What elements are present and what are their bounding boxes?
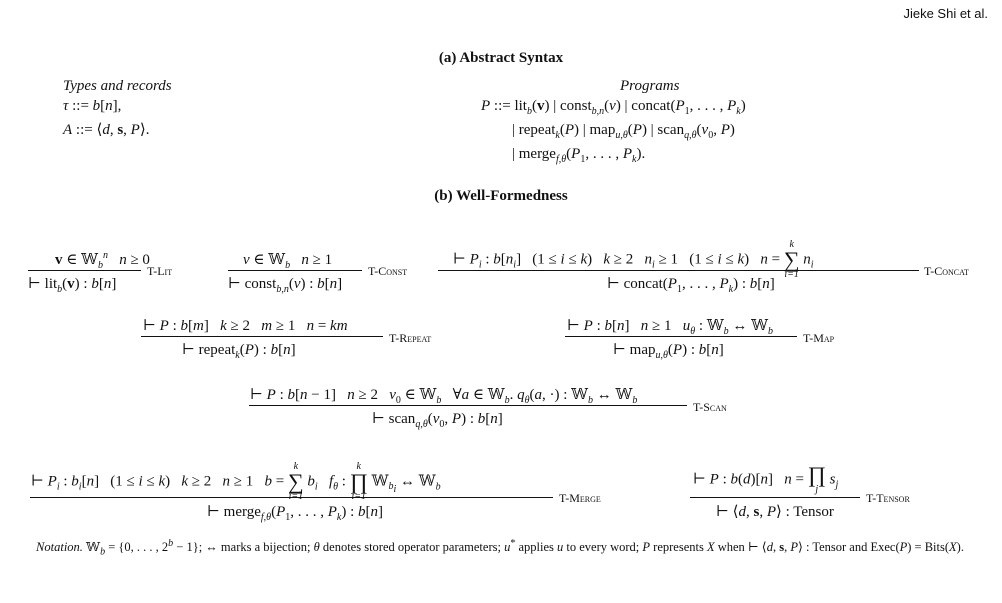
rule-repeat-bar <box>141 336 383 337</box>
section-b-title: (b) Well-Formedness <box>434 188 568 204</box>
rule-lit-conclusion: ⊢ lit$_b$(v) : b[n] <box>28 276 117 295</box>
rule-const-bar <box>228 270 362 271</box>
notation-caption: Notation. 𝕎$_b$ = {0, . . . , $2^b - 1$}; ↔ marks a bijection; θ denotes stored operator parameters; u* applies u to every word; P represents X when ⊢ ⟨d, s, P⟩ : Tensor and Exec(P) = Bits(X). <box>36 538 964 558</box>
rule-tensor-name: T-Tensor <box>866 491 910 505</box>
rule-map-bar <box>565 336 797 337</box>
type-grammar: τ ::= b[n], <box>63 98 122 114</box>
rule-scan-bar <box>249 405 687 406</box>
rule-lit-bar <box>28 270 141 271</box>
rule-scan-conclusion: ⊢ $scan_{q,\theta}(v_0$, P) : b[n] <box>372 411 503 430</box>
rule-merge-bar <box>30 497 553 498</box>
section-a-title: (a) Abstract Syntax <box>438 50 564 66</box>
rule-repeat-name: T-Repeat <box>389 331 432 345</box>
rule-map-name: T-Map <box>803 331 835 345</box>
rule-tensor-conclusion: ⊢ ⟨d, s, P⟩ : Tensor <box>716 504 834 520</box>
rule-repeat-premise: ⊢ P : b[m] k ≥ 2 m ≥ 1 n = km <box>143 318 348 334</box>
rule-repeat-conclusion: ⊢ repeat$_k$(P) : b[n] <box>182 342 296 361</box>
rule-merge-conclusion: ⊢ $merge_{f,\theta}(P_1$, . . . , $P_k$) : b[n] <box>207 504 384 523</box>
notation-label: Notation. <box>36 540 83 555</box>
rule-map-conclusion: ⊢ map$_{u,\theta}$(P) : b[n] <box>613 342 724 361</box>
rule-const-name: T-Const <box>368 264 408 278</box>
rule-merge-name: T-Merge <box>559 491 601 505</box>
rule-lit-premise: v ∈ 𝕎$_b^n$ n ≥ 0 <box>55 250 150 271</box>
rule-merge-premise: ⊢ $P_i$ : $b_i[n] (1 \le i \le k) k \ge 2$ n ≥ 1 b = k ∑ i=1 $b_i$ $f_\theta$ : k ∏ i=1 𝕎$_{b_i}$ ↔ 𝕎$_b$ <box>31 461 441 502</box>
types-label: Types and records <box>63 78 172 94</box>
rule-tensor-premise: ⊢ P : b(d)[n] n = ∏ j $s_j$ <box>693 462 839 495</box>
record-grammar: A ::= ⟨d, s, P⟩. <box>63 122 150 138</box>
program-grammar-line-1: P ::= lit$_b$(v) | const$_{b,n}$(v) | $concat(P_1$, . . . , $P_k$) <box>481 98 746 117</box>
rule-scan-name: T-Scan <box>693 400 727 414</box>
rule-concat-name: T-Concat <box>924 264 969 278</box>
programs-label: Programs <box>620 78 680 94</box>
program-grammar-line-2: | repeat$_k$(P) | map$_{u,\theta}$(P) | $scan_{q,\theta}(v_0$, P) <box>512 122 735 141</box>
running-header-author: Jieke Shi et al. <box>903 6 988 21</box>
rule-concat-conclusion: ⊢ $concat(P_1$, . . . , $P_k$) : b[n] <box>607 276 775 295</box>
rule-map-premise: ⊢ P : b[n] n ≥ 1 $u_\theta$ : 𝕎$_b$ ↔ 𝕎$_b$ <box>567 318 774 337</box>
rule-concat-bar <box>438 270 919 271</box>
rule-const-conclusion: ⊢ const$_{b,n}$(v) : b[n] <box>228 276 343 295</box>
rule-concat-premise: ⊢ $P_i$ : $b[n_i] (1 \le i \le k) k \ge 2$ $n_i \ge 1$ (1 ≤ i ≤ k) n = k ∑ i=1 $n_i$ <box>453 239 814 280</box>
rule-scan-premise: ⊢ P : b[n − 1] n ≥ 2 $v_0$ ∈ 𝕎$_b$ ∀a ∈ 𝕎$_b$. $q_\theta(a$, ·) : 𝕎$_b$ ↔ 𝕎$_b$ <box>250 387 638 406</box>
program-grammar-line-3: | $merge_{f,\theta}(P_1$, . . . , $P_k$). <box>512 146 646 165</box>
rule-tensor-bar <box>690 497 860 498</box>
rule-const-premise: v ∈ 𝕎$_b$ n ≥ 1 <box>243 252 333 271</box>
rule-lit-name: T-Lit <box>147 264 173 278</box>
